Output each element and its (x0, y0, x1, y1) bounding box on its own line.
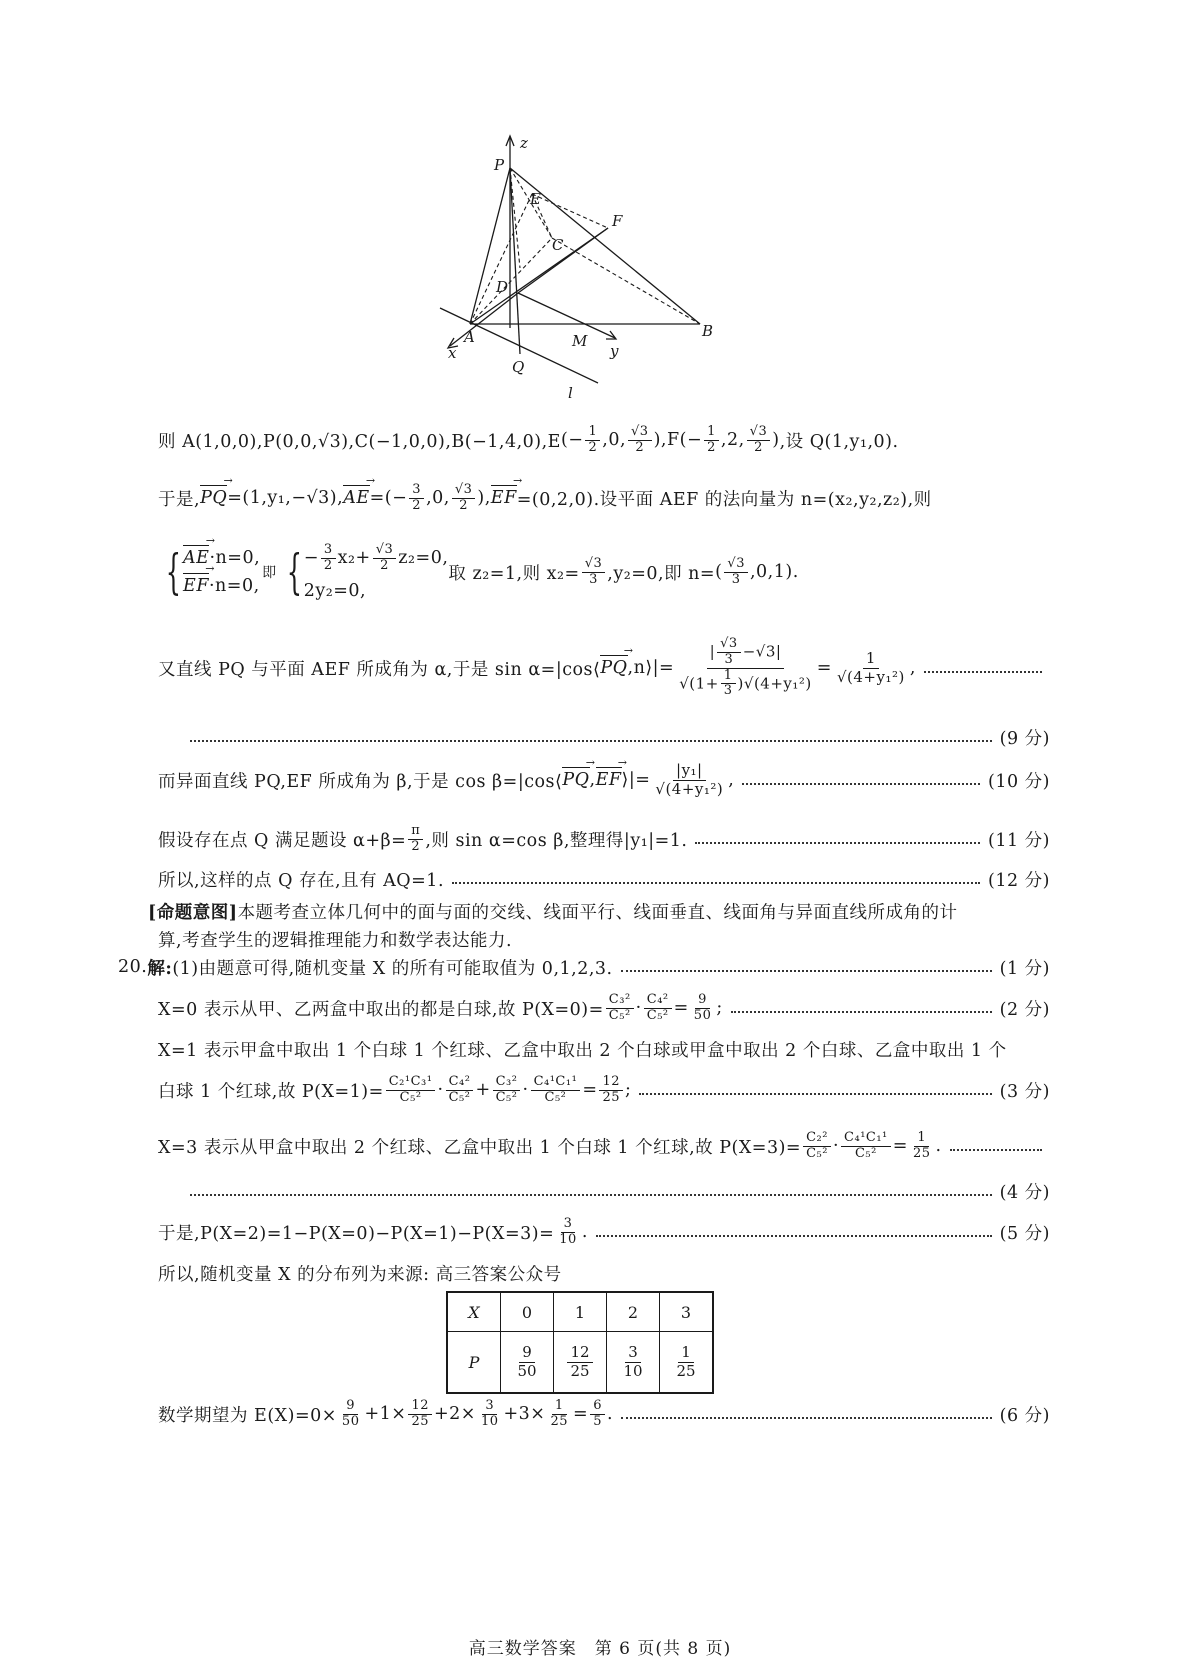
label-x: x (448, 344, 457, 362)
vector-AE-eq: = (369, 488, 385, 508)
take-tail: ,y₂=0,即 n= (607, 563, 716, 584)
sin-alpha-text-a: 又直线 PQ 与平面 AEF 所成角为 α,于是 sin α=|cos⟨ (158, 659, 601, 680)
system-row-1: ·n=0, (209, 548, 261, 568)
vector-PQ-value: =(1,y₁,−√3), (227, 488, 344, 508)
x1-text-b: 白球 1 个红球,故 P(X=1)= (158, 1081, 384, 1102)
take-text: 取 z₂=1,则 x₂= (448, 563, 580, 584)
sin-alpha-text-b: ,n⟩|= (627, 658, 675, 678)
distribution-table (446, 1291, 714, 1394)
q20-number: 20. (118, 957, 148, 977)
expectation-line: 数学期望为 E(X)=0× $\frac{9}{50}$ +1× $\frac{12}{25}$ +2× $\frac{3}{10}$ +3× $\frac{1}{25}$ = $\frac{6}{5}$ . (6 分) (158, 1397, 1050, 1429)
label-l: l (568, 384, 573, 402)
x3-line: X=3 表示从甲盒中取出 2 个红球、乙盒中取出 1 个白球 1 个红球,故 P(X=3)= $\frac{\text{C₂²}}{\text{C₅²}}$ · $\frac{\text{C₄¹C₁¹}}{\text{C₅²}}$ = $\frac{1}{25}$ . (158, 1122, 1050, 1170)
normal-vector-system: { AE →·n=0, EF →·n=0, 即 { − $\frac{3}{2}$ x₂+ $\frac{√3}{2}$ z₂=0, 2y₂=0, 取 z₂=1,则 x₂= $\frac{√3}{3}$ ,y₂=0,即 n= ( $\frac{√3}{3}$ ,0,1). (158, 532, 1050, 612)
edge-PQ (510, 168, 520, 354)
vector-PQ: PQ → (200, 488, 227, 508)
system-right: { − $\frac{3}{2}$ x₂+ $\frac{√3}{2}$ z₂=0, 2y₂=0, (286, 541, 449, 602)
x3-text: X=3 表示从甲盒中取出 2 个红球、乙盒中取出 1 个白球 1 个红球,故 P(X=3)= (158, 1137, 802, 1158)
sin-alpha-line: 又直线 PQ 与平面 AEF 所成角为 α,于是 sin α=|cos⟨ PQ → ,n⟩|= | $\frac{√3}{3}$ −√3| √(1+ $\frac{1}{3}$ )√(4+y₁²) = $\frac{1}{\text{√(4+y₁²)}}$ , (158, 628, 1050, 708)
table-head-cell: 0 (501, 1292, 554, 1332)
vectors-line (158, 476, 1050, 520)
cos-beta-text-b: ⟩|= (621, 770, 651, 790)
vector-EF-value: =(0,2,0).设平面 AEF 的法向量为 n=(x₂,y₂,z₂),则 (516, 489, 932, 510)
dist-intro-line (158, 1260, 1050, 1286)
score-5: (5 分) (999, 1223, 1050, 1244)
coords-text-b: ,F (660, 430, 680, 450)
x-axis (450, 293, 518, 346)
pyramid-diagram (440, 128, 770, 428)
y-axis (518, 293, 615, 338)
table-row (447, 1332, 713, 1394)
intent-text-2: 算,考查学生的逻辑推理能力和数学表达能力. (158, 930, 513, 951)
expectation-text: 数学期望为 E(X)=0× (158, 1405, 337, 1426)
x0-text: X=0 表示从甲、乙两盒中取出的都是白球,故 P(X=0)= (158, 999, 604, 1020)
x1-line-a (158, 1036, 1050, 1062)
cos-beta-line: 而异面直线 PQ,EF 所成角为 β,于是 cos β=|cos⟨ PQ → , EF → ⟩|= $\frac{\text{|y₁|}}{\text{√(4+y₁²)}}$ , (10 分) (158, 758, 1050, 802)
table-prob-cell: $\frac{3}{10}$ (607, 1332, 660, 1394)
q20-tag: 解: (147, 958, 173, 979)
label-C: C (552, 236, 564, 254)
assume-line: 假设存在点 Q 满足题设 α+β= $\frac{\pi}{2}$ ,则 sin α=cos β,整理得|y₁|=1. (11 分) (158, 822, 1050, 854)
edge-AC (470, 238, 552, 324)
table-head-cell: 3 (660, 1292, 714, 1332)
exist-line (158, 866, 1050, 892)
label-A: A (464, 328, 475, 346)
intent-line-2 (158, 926, 1050, 952)
vector-AE: AE → (343, 488, 369, 508)
point-E: (− $\frac{1}{2}$ ,0, $\frac{√3}{2}$ ) (560, 423, 661, 455)
q20-text-1: (1)由题意可得,随机变量 X 的所有可能取值为 0,1,2,3. (172, 958, 613, 979)
label-F: F (612, 212, 623, 230)
score-4: (4 分) (999, 1182, 1050, 1203)
score-4-line (190, 1178, 1050, 1204)
page-footer: 高三数学答案 第 6 页(共 8 页) (468, 1639, 732, 1659)
label-Q: Q (512, 358, 525, 376)
label-D: D (496, 278, 509, 296)
vector-EF: EF → (491, 488, 517, 508)
q20-line-1 (118, 954, 1050, 980)
assume-text-a: 假设存在点 Q 满足题设 α+β= (158, 830, 407, 851)
system-left: { AE →·n=0, EF →·n=0, (158, 548, 260, 596)
geometry-figure (440, 128, 770, 428)
system-row-3: z₂=0, (398, 547, 449, 568)
edge-AE (470, 194, 532, 324)
x1-text-a: X=1 表示甲盒中取出 1 个白球 1 个红球、乙盒中取出 2 个白球或甲盒中取出 2 个白球、乙盒中取出 1 个 (158, 1040, 1007, 1061)
score-6: (6 分) (999, 1405, 1050, 1426)
label-z: z (520, 134, 528, 152)
label-B: B (702, 322, 714, 340)
system-row-2: ·n=0, (208, 576, 260, 596)
table-head-cell: 1 (554, 1292, 607, 1332)
score-9-line (190, 724, 1050, 750)
table-prob-cell: $\frac{1}{25}$ (660, 1332, 714, 1394)
x2-text: 于是,P(X=2)=1−P(X=0)−P(X=1)−P(X=3)= (158, 1223, 555, 1244)
intent-tag: [命题意图] (148, 902, 238, 923)
label-E: E (530, 190, 541, 208)
vector-AE-value: (− $\frac{3}{2}$ ,0, $\frac{√3}{2}$ ), (384, 481, 491, 513)
sin-alpha-text-c: = (816, 658, 832, 678)
score-9: (9 分) (999, 728, 1050, 749)
system-row-4: 2y₂=0, (303, 581, 367, 602)
ji-text: 即 (262, 565, 277, 581)
table-head-x: X (447, 1292, 501, 1332)
dist-intro-text: 所以,随机变量 X 的分布列为来源: 高三答案公众号 (158, 1264, 562, 1285)
table-prob-cell: $\frac{12}{25}$ (554, 1332, 607, 1394)
table-row-label: P (447, 1332, 501, 1394)
coords-text-c: ,设 Q(1,y₁,0). (779, 431, 899, 452)
label-y: y (610, 342, 619, 360)
coords-line (158, 420, 1050, 460)
label-M: M (572, 332, 588, 350)
intent-line-1 (148, 898, 1050, 924)
table-head-cell: 2 (607, 1292, 660, 1332)
score-1: (1 分) (999, 958, 1050, 979)
exist-text: 所以,这样的点 Q 存在,且有 AQ=1. (158, 870, 445, 891)
score-2: (2 分) (999, 999, 1050, 1020)
cos-beta-text-a: 而异面直线 PQ,EF 所成角为 β,于是 cos β=|cos⟨ (158, 771, 563, 792)
x0-line: X=0 表示从甲、乙两盒中取出的都是白球,故 P(X=0)= $\frac{\text{C₃²}}{\text{C₅²}}$ · $\frac{\text{C₄²}}{\text{C₅²}}$ = $\frac{9}{50}$ ; (2 分) (158, 991, 1050, 1023)
coords-text-a: 则 A(1,0,0),P(0,0,√3),C(−1,0,0),B(−1,4,0),E (158, 431, 561, 452)
score-11: (11 分) (988, 830, 1050, 851)
score-12: (12 分) (988, 870, 1050, 891)
score-10: (10 分) (988, 771, 1050, 792)
assume-text-b: ,则 sin α=cos β,整理得|y₁|=1. (425, 830, 688, 851)
x1-line-b: 白球 1 个红球,故 P(X=1)= $\frac{\text{C₂¹C₃¹}}{\text{C₅²}}$ · $\frac{\text{C₄²}}{\text{C₅²}}$ + $\frac{\text{C₃²}}{\text{C₅²}}$ · $\frac{\text{C₄¹C₁¹}}{\text{C₅²}}$ = $\frac{12}{25}$ ; (3 分) (158, 1073, 1050, 1105)
x2-line: 于是,P(X=2)=1−P(X=0)−P(X=1)−P(X=3)= $\frac{3}{10}$ . (5 分) (158, 1215, 1050, 1247)
vectors-text-a: 于是, (158, 489, 201, 510)
point-F: (− $\frac{1}{2}$ ,2, $\frac{√3}{2}$ ) (679, 423, 780, 455)
score-3: (3 分) (999, 1081, 1050, 1102)
table-row (447, 1292, 713, 1332)
intent-text-1: 本题考查立体几何中的面与面的交线、线面平行、线面垂直、线面角与异面直线所成角的计 (237, 902, 958, 923)
label-P: P (494, 156, 505, 174)
table-prob-cell: $\frac{9}{50}$ (501, 1332, 554, 1394)
